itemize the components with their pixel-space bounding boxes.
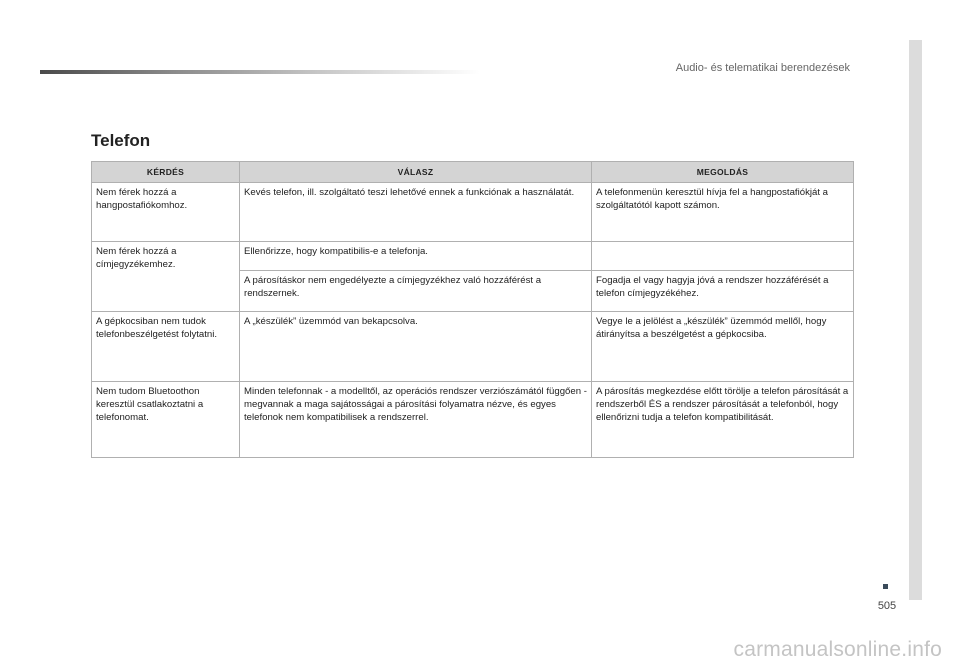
column-header-question: KÉRDÉS	[92, 162, 240, 183]
answer-cell: A „készülék” üzemmód van bekapcsolva.	[240, 312, 592, 382]
question-cell: Nem férek hozzá a hangpostafiókomhoz.	[92, 183, 240, 242]
faq-table	[91, 161, 854, 458]
column-header-answer: VÁLASZ	[240, 162, 592, 183]
table-row	[92, 312, 854, 382]
question-cell: Nem férek hozzá a címjegyzékemhez.	[92, 242, 240, 312]
table-header-row	[92, 162, 854, 183]
solution-cell: A telefonmenün keresztül hívja fel a hangpostafiókját a szolgáltatótól kapott számon.	[592, 183, 854, 242]
table-row	[92, 183, 854, 242]
answer-cell: Ellenőrizze, hogy kompatibilis-e a telefonja.	[240, 242, 592, 271]
solution-cell	[592, 242, 854, 271]
header-decorative-bar	[40, 70, 480, 74]
chapter-title: Audio- és telematikai berendezések	[675, 62, 850, 74]
page-marker-icon	[883, 584, 888, 589]
watermark: carmanualsonline.info	[733, 638, 942, 661]
column-header-solution: MEGOLDÁS	[592, 162, 854, 183]
solution-cell: Fogadja el vagy hagyja jóvá a rendszer hozzáférését a telefon címjegyzékéhez.	[592, 271, 854, 312]
page-number: 505	[877, 600, 897, 612]
solution-cell: A párosítás megkezdése előtt törölje a telefon párosítását a rendszerből ÉS a rendszer párosítását a telefonból, hogy ellenőrizni tudja a telefon kompatibilitását.	[592, 382, 854, 458]
solution-cell: Vegye le a jelölést a „készülék” üzemmód mellől, hogy átirányítsa a beszélgetést a gépkocsiba.	[592, 312, 854, 382]
section-title: Telefon	[91, 131, 151, 150]
answer-cell: Kevés telefon, ill. szolgáltató teszi lehetővé ennek a funkciónak a használatát.	[240, 183, 592, 242]
question-cell: A gépkocsiban nem tudok telefonbeszélgetést folytatni.	[92, 312, 240, 382]
table-row	[92, 382, 854, 458]
answer-cell: A párosításkor nem engedélyezte a címjegyzékhez való hozzáférést a rendszernek.	[240, 271, 592, 312]
side-tab-strip	[909, 40, 922, 600]
answer-cell: Minden telefonnak - a modelltől, az operációs rendszer verziószámától függően - megvannak a maga sajátosságai a párosítási folyamatra nézve, és egyes telefonok nem kompatibilisek a rendszerrel.	[240, 382, 592, 458]
question-cell: Nem tudom Bluetoothon keresztül csatlakoztatni a telefonomat.	[92, 382, 240, 458]
table-row	[92, 242, 854, 271]
